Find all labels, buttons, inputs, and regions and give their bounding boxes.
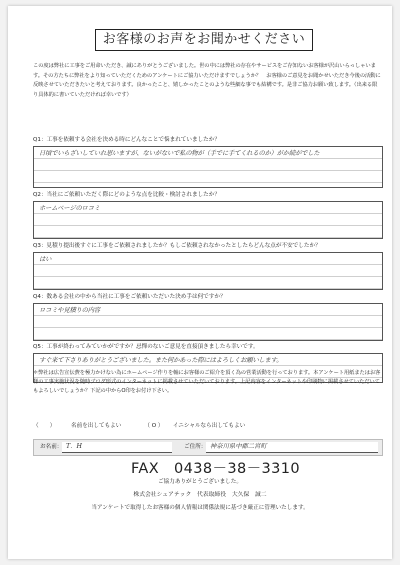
- consent-option-2-label: イニシャルなら出してもよい: [172, 423, 246, 429]
- address-field[interactable]: 神奈川県中郡二宮町: [206, 442, 378, 453]
- name-label: お名前：: [40, 444, 63, 450]
- question-4-answer-box[interactable]: [33, 303, 383, 341]
- question-3-label: Q3：見積り提出後すぐに工事をご依頼されましたか？もしご依頼されなかったとしたらどんな点が不安でしたか？: [33, 243, 321, 249]
- question-1-answer-box[interactable]: [33, 146, 383, 188]
- question-1-label: Q1：工事を依頼する会社を決める時にどんなことで悩まれていましたか？: [33, 137, 220, 143]
- question-5-label: Q5：工事が終わってみていかがですか？忌憚のないご意見を直接頂きましたら幸いです。: [33, 344, 259, 350]
- survey-sheet: [8, 6, 392, 559]
- privacy-note: 当アンケートで取得したお客様の個人情報は関係法規に基づき厳正に管理いたします。: [91, 505, 309, 511]
- consent-option-1-label: 名前を出してもよい: [71, 423, 122, 429]
- question-2-answer-box[interactable]: [33, 201, 383, 239]
- question-3-answer-box[interactable]: [33, 252, 383, 290]
- fax-number: FAX 0438－38－3310: [131, 461, 301, 477]
- name-field[interactable]: T．H: [62, 442, 172, 453]
- consent-options: [33, 422, 333, 430]
- question-3-answer: はい: [39, 256, 52, 263]
- question-4-answer: ロコミや見積りの内容: [39, 307, 100, 314]
- question-1-answer: 日頃でいらざいしていれ思いますが、ないがないで私の物が（手でに手てくれるのか）がか続がでした: [39, 150, 320, 157]
- question-5-answer: すぐ来て下さりありがとうございました。また何かあった際にはよろしくお願いします。: [39, 357, 283, 364]
- question-2-answer: ホームページのロコミ: [39, 205, 100, 212]
- address-label: ご住所：: [184, 444, 207, 450]
- consent-option-1-checkbox[interactable]: （ ）: [33, 423, 56, 429]
- question-4-label: Q4：数ある会社の中から当社に工事をご依頼いただいた決め手は何ですか？: [33, 294, 226, 300]
- thanks-text: ご協力ありがとうございました。: [158, 479, 242, 485]
- question-2-label: Q2：当社にご依頼いただく際にどのような点を比較・検討されましたか？: [33, 192, 220, 198]
- publication-note: ＊弊社は広告宣伝費を極力かけない為にホームページ作りを軸にお客様のご紹介を頂く為の営業活動を行っております。本アンケート用紙またはお客様の工事実施状況を随時ブログ形式のインターネットに掲載させていただいております。上記内容をインターネットや印刷物に掲載させていただいてもよろしいでしょうか？下記の中からO印をお付け下さい。: [33, 370, 381, 395]
- page-title: お客様のお声をお聞かせください: [95, 29, 313, 51]
- consent-option-2-checkbox[interactable]: （ O ）: [144, 423, 164, 429]
- intro-text: この度は弊社に工事をご用命いただき、誠にありがとうございました。世の中には弊社の存在やサービスをご存知ないお客様が沢山いらっしゃいます。その方たちに弊社をより知っていただくためのアンケートにご協力いただけますでしょうか？ お客様のご意見をお聞かせいただき今後の活動に反映させていただきたいと考えております。良かったこと、嬉しかったことのような些細な事でも結構です。是非ご協力お願い致します。（出来る限り具体的に書いていただければ幸いです）: [33, 63, 381, 98]
- customer-info-bar: [33, 439, 383, 456]
- company-name: 株式会社シェアテック 代表取締役 大久保 誠二: [133, 492, 267, 498]
